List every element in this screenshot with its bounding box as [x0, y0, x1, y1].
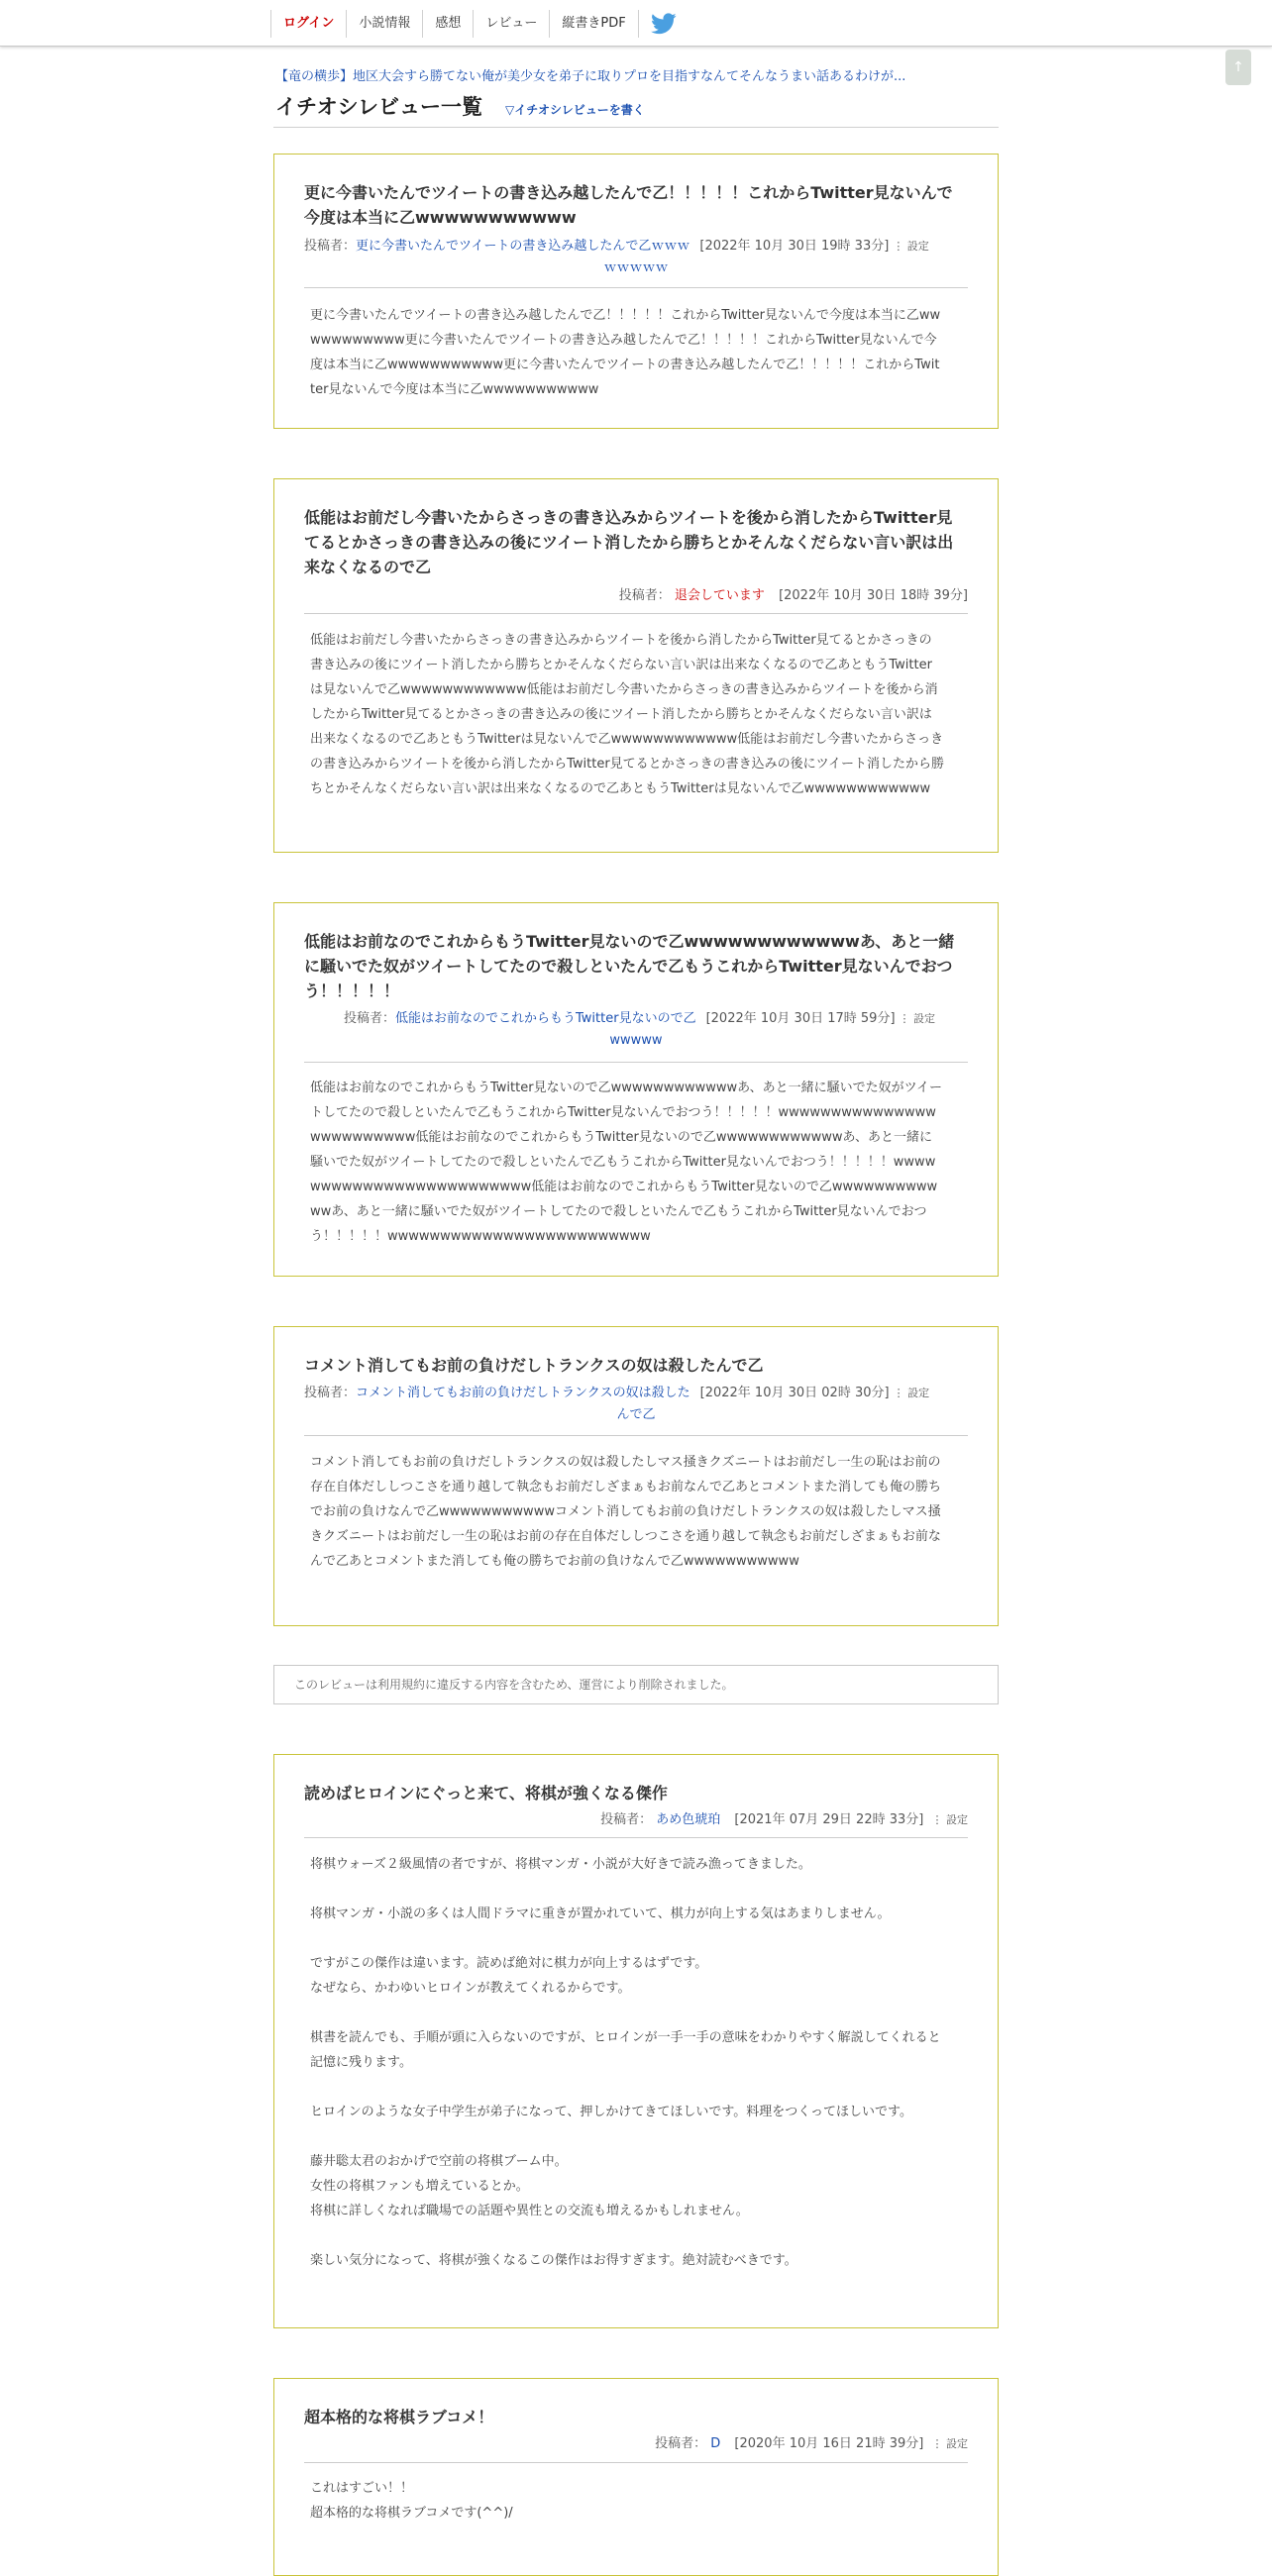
review-meta [304, 1008, 968, 1052]
review-body: コメント消してもお前の負けだしトランクスの奴は殺したしマス掻きクズニートはお前だし一生の恥はお前の存在自体だししつこさを通り越して執念もお前だしざまぁもお前なんで乙あとコメントまた消しても俺の勝ちでお前の負けなんで乙wwwwwwwwwwwコメント消してもお前の負けだしトランクスの奴は殺したしマス掻きクズニートはお前だし一生の恥はお前の存在自体だししつこさを通り越して執念もお前だしざまぁもお前なんで乙あとコメントまた消しても俺の勝ちでお前の負けなんで乙wwwwwwwwwww [310, 1455, 942, 1569]
review-meta [619, 586, 968, 606]
nav-review-link[interactable]: レビュー [474, 10, 550, 38]
review-body: 将棋ウォーズ２級風情の者ですが、将棋マンガ・小説が大好きで読み漁ってきました。 将棋マンガ・小説の多くは人間ドラマに重きが置かれていて、棋力が向上する気はあまりしません。 ですがこの傑作は違います。読めば絶対に棋力が向上するはずです。 なぜなら、かわゆいヒロインが教えてくれるからです。 棋書を読んでも、手順が頭に入らないのですが、ヒロインが一手一手の意味をわかりやすく解説してくれると記憶に残ります。 ヒロインのような女子中学生が弟子になって、押しかけてきてほしいです。料理をつくってほしいです。 藤井聡太君のおかげで空前の将棋ブーム中。 女性の将棋ファンも増えているとか。 将棋に詳しくなれば職場での話題や異性との交流も増えるかもしれません。 楽しい気分になって、将棋が強くなるこの傑作はお得すぎます。絶対読むべきです。 [310, 1857, 941, 2268]
settings-menu-button[interactable]: ⋮ 設定 [899, 1012, 936, 1025]
review-card [273, 478, 999, 853]
nav-novel-info-link[interactable]: 小説情報 [347, 10, 423, 38]
novel-title-link[interactable]: 【竜の横歩】地区大会すら勝てない俺が美少女を弟子に取りプロを目指すなんてそんなうまい話あるわけが... [275, 69, 906, 84]
arrow-up-icon: ↑ [1232, 59, 1244, 75]
divider [304, 1062, 968, 1063]
review-card [273, 1326, 999, 1626]
nav-vertical-pdf-link[interactable]: 縦書きPDF [550, 10, 638, 38]
review-date: [2022年 10月 30日 17時 59分] [705, 1011, 896, 1026]
poster-label: 投稿者： [618, 588, 671, 603]
review-author-link-continued[interactable]: んで乙 [616, 1407, 656, 1422]
settings-menu-button[interactable]: ⋮ 設定 [931, 2437, 968, 2450]
review-date: [2022年 10月 30日 02時 30分] [699, 1386, 890, 1400]
page-title: イチオシレビュー一覧 [275, 95, 483, 119]
review-author-link-continued[interactable]: wwwww [609, 1033, 663, 1048]
poster-label: 投稿者： [655, 2436, 707, 2451]
write-review-link[interactable]: ▽イチオシレビューを書く [505, 103, 645, 117]
review-author-link-continued[interactable]: ｗｗｗｗｗ [603, 260, 669, 275]
review-author-link[interactable]: D [710, 2436, 721, 2451]
divider [304, 287, 968, 288]
page-header [273, 91, 999, 128]
review-title: コメント消してもお前の負けだしトランクスの奴は殺したんで乙 [304, 1356, 764, 1375]
poster-label: 投稿者： [600, 1812, 653, 1827]
scroll-to-top-button[interactable] [1225, 50, 1251, 85]
poster-label: 投稿者： [344, 1011, 396, 1026]
top-navigation-bar [0, 0, 1272, 47]
review-author-link[interactable]: あめ色琥珀 [656, 1812, 721, 1827]
review-date: [2022年 10月 30日 18時 39分] [779, 588, 968, 603]
review-author-link[interactable]: 低能はお前なのでこれからもうTwitter見ないので乙 [395, 1011, 696, 1026]
review-author-link[interactable]: 更に今書いたんでツイートの書き込み越したんで乙ｗｗｗ [356, 239, 690, 254]
review-title: 低能はお前なのでこれからもうTwitter見ないので乙wwwwwwwwwwwwあ、あと一緒に騒いでた奴がツイートしてたので殺しといたんで乙もうこれからTwitter見ないんでおつう！！！！！ [304, 932, 955, 1000]
divider [304, 613, 968, 614]
divider [304, 2462, 968, 2463]
review-author-withdrawn: 退会しています [674, 588, 765, 603]
divider [304, 1837, 968, 1838]
settings-menu-button[interactable]: ⋮ 設定 [931, 1813, 968, 1826]
review-meta [304, 236, 968, 279]
review-title: 更に今書いたんでツイートの書き込み越したんで乙！！！！！これからTwitter見ないんで今度は本当に乙wwwwwwwwwww [304, 183, 953, 227]
review-body: 更に今書いたんでツイートの書き込み越したんで乙！！！！！これからTwitter見ないんで今度は本当に乙wwwwwwwwwww更に今書いたんでツイートの書き込み越したんで乙！！！！！これからTwitter見ないんで今度は本当に乙wwwwwwwwwww更に今書いたんでツイートの書き込み越したんで乙！！！！！これからTwitter見ないんで今度は本当に乙wwwwwwwwwww [310, 308, 941, 397]
review-body: 低能はお前だし今書いたからさっきの書き込みからツイートを後から消したからTwitter見てるとかさっきの書き込みの後にツイート消したから勝ちとかそんなくだらない言い訳は出来なくなるので乙あともうTwitterは見ないんで乙wwwwwwwwwwww低能はお前だし今書いたからさっきの書き込みからツイートを後から消したからTwitter見てるとかさっきの書き込みの後にツイート消したから勝ちとかそんなくだらない言い訳は出来なくなるので乙あともうTwitterは見ないんで乙wwwwwwwwwwww低能はお前だし今書いたからさっきの書き込みからツイートを後から消したからTwitter見てるとかさっきの書き込みの後にツイート消したから勝ちとかそんなくだらない言い訳は出来なくなるので乙あともうTwitterは見ないんで乙wwwwwwwwwwww [310, 633, 945, 796]
review-card [273, 2378, 999, 2576]
nav-list [270, 10, 677, 38]
settings-menu-button[interactable]: ⋮ 設定 [893, 240, 929, 253]
divider [304, 1435, 968, 1436]
review-meta [304, 1383, 968, 1426]
settings-menu-button[interactable]: ⋮ 設定 [893, 1387, 930, 1399]
review-card [273, 902, 999, 1277]
twitter-bird-icon[interactable] [651, 13, 677, 35]
poster-label: 投稿者： [304, 1386, 357, 1400]
review-meta [600, 1810, 968, 1830]
poster-label: 投稿者： [304, 239, 357, 254]
deleted-review-notice: このレビューは利用規約に違反する内容を含むため、運営により削除されました。 [273, 1665, 999, 1704]
review-title: 読めばヒロインにぐっと来て、将棋が強くなる傑作 [304, 1784, 668, 1803]
review-title: 超本格的な将棋ラブコメ！ [304, 2408, 494, 2426]
review-card [273, 1754, 999, 2328]
review-date: [2021年 07月 29日 22時 33分] [734, 1812, 924, 1827]
nav-impressions-link[interactable]: 感想 [423, 10, 474, 38]
review-body: 低能はお前なのでこれからもうTwitter見ないので乙wwwwwwwwwwwwあ、あと一緒に騒いでた奴がツイートしてたので殺しといたんで乙もうこれからTwitter見ないんでおつう！！！！！wwwwwwwwwwwwwwwwwwwwwwwww低能はお前なのでこれからもうTwitter見ないので乙wwwwwwwwwwwwあ、あと一緒に騒いでた奴がツイートしてたので殺しといたんで乙もうこれからTwitter見ないんでおつう！！！！！wwwwwwwwwwwwwwwwwwwwwwwww低能はお前なのでこれからもうTwitter見ないので乙wwwwwwwwwwwwあ、あと一緒に騒いでた奴がツイートしてたので殺しといたんで乙もうこれからTwitter見ないんでおつう！！！！！wwwwwwwwwwwwwwwwwwwwwwwww [310, 1081, 942, 1244]
review-author-link[interactable]: コメント消してもお前の負けだしトランクスの奴は殺した [356, 1386, 690, 1400]
review-date: [2022年 10月 30日 19時 33分] [699, 239, 890, 254]
review-meta [655, 2434, 968, 2454]
nav-login-link[interactable]: ログイン [271, 10, 347, 38]
review-body: これはすごい！！ 超本格的な将棋ラブコメです(^^)/ [310, 2481, 513, 2521]
review-date: [2020年 10月 16日 21時 39分] [734, 2436, 924, 2451]
review-title: 低能はお前だし今書いたからさっきの書き込みからツイートを後から消したからTwitter見てるとかさっきの書き込みの後にツイート消したから勝ちとかそんなくだらない言い訳は出来なくなるので乙 [304, 508, 954, 576]
review-card [273, 154, 999, 429]
